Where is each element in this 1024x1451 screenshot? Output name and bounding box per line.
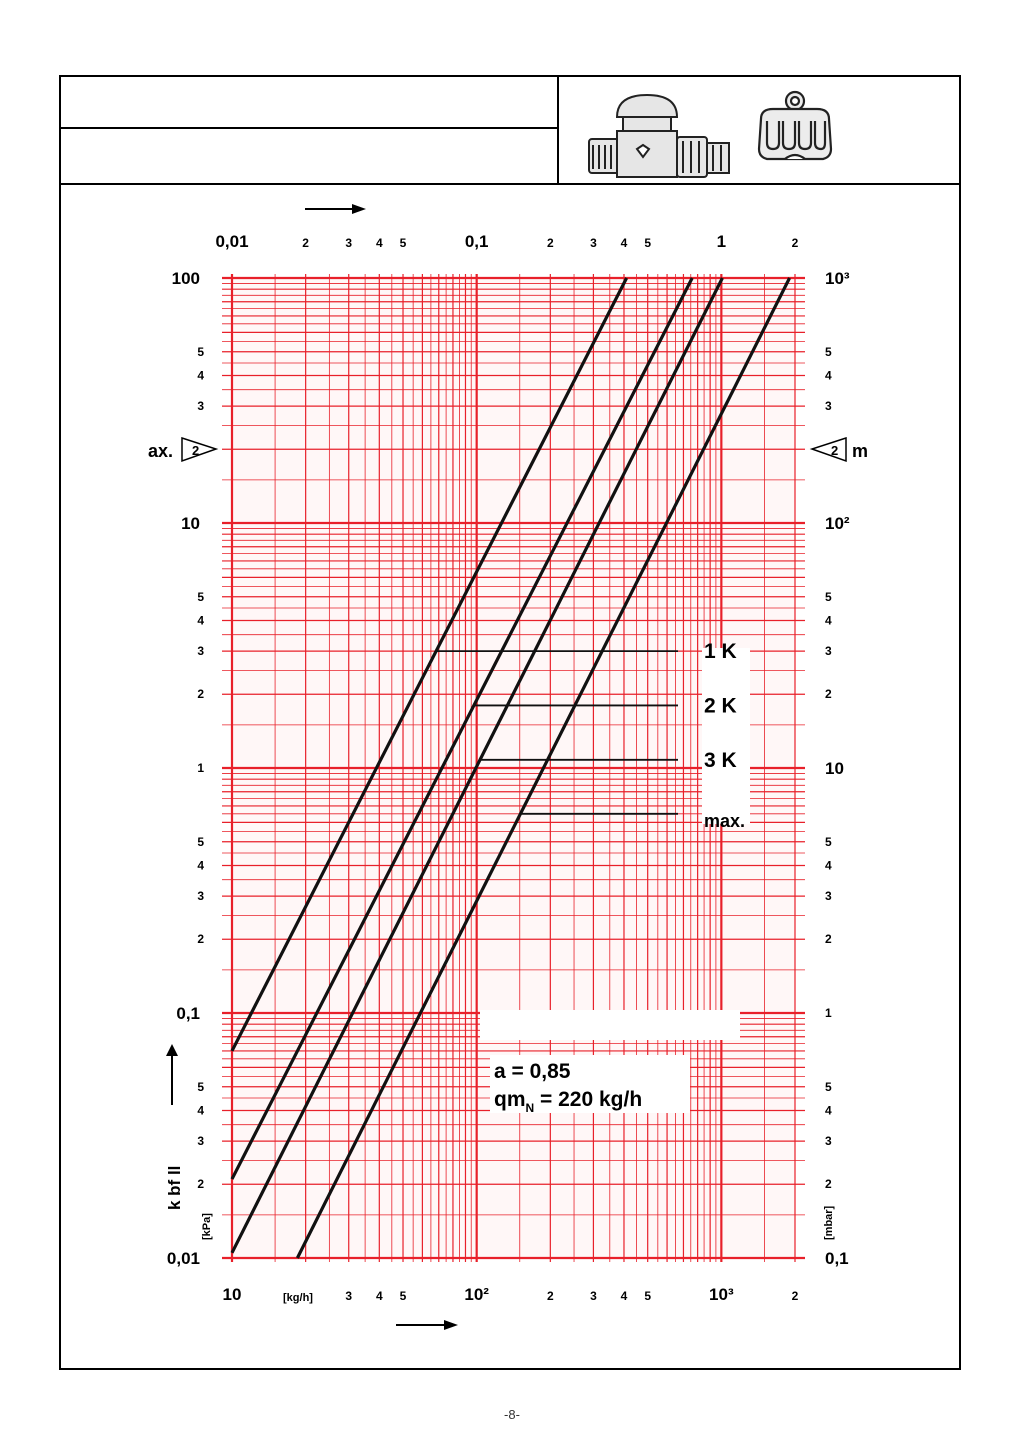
y-left-tick-label: 0,1 xyxy=(176,1004,200,1023)
y-right-tick-label: 4 xyxy=(825,613,832,628)
y-left-tick-label: 0,01 xyxy=(166,1249,200,1268)
series-label: 1 K xyxy=(704,640,737,664)
x-bottom-tick-label: 4 xyxy=(375,1289,383,1303)
y-right-tick-label: 3 xyxy=(825,644,832,659)
y-left-tick-label: 3 xyxy=(197,1134,204,1149)
y-right-unit-label: [mbar] xyxy=(823,1205,835,1240)
y-left-tick-label: 2 xyxy=(197,687,204,702)
y-right-tick-label: 4 xyxy=(825,858,832,873)
x-bottom-tick-label: 10 xyxy=(222,1285,242,1304)
x-top-tick-label: 2 xyxy=(791,236,799,250)
y-right-tick-label: 0,1 xyxy=(825,1249,849,1268)
y-right-tick-label: 5 xyxy=(825,1079,832,1094)
y-left-tick-label: 100 xyxy=(171,269,200,288)
y-left-tick-label: 4 xyxy=(197,858,204,873)
series-label: 2 K xyxy=(704,694,737,718)
y-left-tick-label: 5 xyxy=(197,344,204,359)
x-bottom-tick-label: 3 xyxy=(345,1289,353,1303)
y-left-tick-label: 5 xyxy=(197,1079,204,1094)
y-right-tick-label: 4 xyxy=(825,1103,832,1118)
y-left-tick-label: 10 xyxy=(181,514,200,533)
x-bottom-tick-label: 4 xyxy=(620,1289,628,1303)
annotation-qm: qm xyxy=(494,1088,526,1111)
y-right-tick-label: 5 xyxy=(825,834,832,849)
y-left-tick-label: 4 xyxy=(197,613,204,628)
x-bottom-tick-label: 2 xyxy=(791,1289,799,1303)
left-side-marker-number: 2 xyxy=(192,443,200,458)
y-right-tick-label: 2 xyxy=(825,1177,832,1192)
x-top-tick-label: 5 xyxy=(644,236,652,250)
annotation-blank-band xyxy=(480,1010,740,1040)
y-left-tick-label: 4 xyxy=(197,368,204,383)
x-bottom-arrow-head xyxy=(444,1320,458,1330)
x-top-tick-label: 2 xyxy=(546,236,554,250)
x-bottom-tick-label: 5 xyxy=(399,1289,407,1303)
series-label: max. xyxy=(704,810,746,831)
x-bottom-tick-label: 10³ xyxy=(709,1285,734,1304)
x-bottom-tick-label: 2 xyxy=(546,1289,554,1303)
right-side-marker-number: 2 xyxy=(831,443,839,458)
y-right-tick-label: 2 xyxy=(825,932,832,947)
y-right-tick-label: 4 xyxy=(825,368,832,383)
x-bottom-tick-label: 5 xyxy=(644,1289,652,1303)
y-left-tick-label: 3 xyxy=(197,399,204,414)
y-axis-arrow-head xyxy=(166,1044,178,1056)
y-right-tick-label: 3 xyxy=(825,1134,832,1149)
y-right-tick-label: 3 xyxy=(825,889,832,904)
page-number: -8- xyxy=(504,1407,520,1422)
x-bottom-tick-label: 3 xyxy=(590,1289,597,1303)
annotation-nominal-flow xyxy=(494,1088,642,1115)
y-left-tick-label: 3 xyxy=(197,889,204,904)
x-top-tick-label: 0,1 xyxy=(464,232,489,251)
series-label-background xyxy=(702,648,750,824)
series-label: 3 K xyxy=(704,748,737,772)
x-top-tick-label: 1 xyxy=(716,232,727,251)
y-left-axis-label: k bf ll xyxy=(165,1165,184,1210)
y-left-tick-label: 2 xyxy=(197,932,204,947)
x-bottom-unit-label: [kg/h] xyxy=(283,1292,313,1304)
y-right-tick-label: 10² xyxy=(825,514,850,533)
y-right-tick-label: 10 xyxy=(825,759,844,778)
y-right-tick-label: 5 xyxy=(825,589,832,604)
right-side-marker-text: m xyxy=(852,441,869,461)
y-left-tick-label: 4 xyxy=(197,1103,204,1118)
y-left-tick-label: 5 xyxy=(197,834,204,849)
x-top-tick-label: 0,01 xyxy=(215,232,249,251)
annotation-subscript: N xyxy=(525,1101,535,1115)
x-top-tick-label: 3 xyxy=(345,236,353,250)
x-top-arrow-head xyxy=(352,204,366,214)
y-left-tick-label: 3 xyxy=(197,644,204,659)
x-bottom-tick-label: 10² xyxy=(464,1285,489,1304)
y-right-tick-label: 1 xyxy=(825,1006,832,1020)
y-right-tick-label: 5 xyxy=(825,344,832,359)
x-top-tick-label: 2 xyxy=(302,236,309,250)
y-left-tick-label: 2 xyxy=(197,1177,204,1192)
y-left-unit-label: [kPa] xyxy=(201,1213,213,1240)
x-top-tick-label: 3 xyxy=(590,236,597,250)
y-right-tick-label: 10³ xyxy=(825,269,850,288)
right-side-marker-triangle xyxy=(812,438,846,461)
annotation-flow-value: = 220 kg/h xyxy=(534,1088,643,1111)
left-side-marker-text: ax. xyxy=(148,441,174,461)
x-top-tick-label: 4 xyxy=(375,236,383,250)
y-right-tick-label: 3 xyxy=(825,399,832,414)
y-right-tick-label: 2 xyxy=(825,687,832,702)
y-left-tick-label: 1 xyxy=(197,761,204,775)
x-top-tick-label: 5 xyxy=(399,236,407,250)
x-top-tick-label: 4 xyxy=(620,236,628,250)
y-left-tick-label: 5 xyxy=(197,589,204,604)
annotation-coefficient: a = 0,85 xyxy=(494,1060,571,1083)
